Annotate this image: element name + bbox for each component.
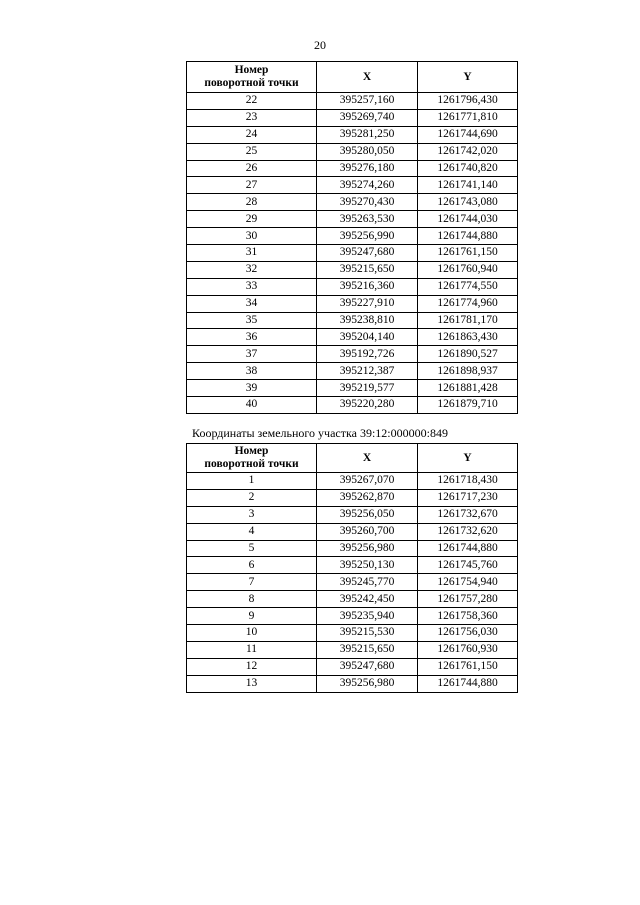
cell-x: 395227,910 <box>317 295 418 312</box>
page-number: 20 <box>314 38 326 52</box>
cell-point-number: 32 <box>187 261 317 278</box>
cell-point-number: 40 <box>187 397 317 414</box>
cell-y: 1261732,670 <box>418 506 518 523</box>
cell-point-number: 11 <box>187 641 317 658</box>
table-row <box>187 160 518 177</box>
cell-point-number: 38 <box>187 363 317 380</box>
table-row <box>187 329 518 346</box>
cell-y: 1261744,030 <box>418 211 518 228</box>
table-row <box>187 625 518 642</box>
cell-x: 395274,260 <box>317 177 418 194</box>
table-row <box>187 363 518 380</box>
cell-y: 1261761,150 <box>418 658 518 675</box>
cell-x: 395280,050 <box>317 143 418 160</box>
cell-point-number: 12 <box>187 658 317 675</box>
cell-x: 395235,940 <box>317 608 418 625</box>
cell-y: 1261760,940 <box>418 261 518 278</box>
cell-x: 395256,990 <box>317 228 418 245</box>
header-x: X <box>317 62 418 93</box>
cell-y: 1261742,020 <box>418 143 518 160</box>
cell-point-number: 7 <box>187 574 317 591</box>
cell-point-number: 35 <box>187 312 317 329</box>
cell-y: 1261774,550 <box>418 278 518 295</box>
cell-point-number: 4 <box>187 523 317 540</box>
table-row <box>187 228 518 245</box>
cell-point-number: 23 <box>187 109 317 126</box>
cell-point-number: 2 <box>187 489 317 506</box>
table-row <box>187 506 518 523</box>
header-point-number: Номер поворотной точки <box>187 444 317 473</box>
table-row <box>187 346 518 363</box>
cell-point-number: 8 <box>187 591 317 608</box>
table-row <box>187 295 518 312</box>
cell-x: 395219,577 <box>317 380 418 397</box>
cell-x: 395204,140 <box>317 329 418 346</box>
cell-point-number: 25 <box>187 143 317 160</box>
cell-y: 1261743,080 <box>418 194 518 211</box>
cell-y: 1261744,690 <box>418 126 518 143</box>
cell-point-number: 36 <box>187 329 317 346</box>
cell-x: 395242,450 <box>317 591 418 608</box>
table-row <box>187 177 518 194</box>
cell-y: 1261718,430 <box>418 473 518 490</box>
cell-y: 1261717,230 <box>418 489 518 506</box>
cell-x: 395192,726 <box>317 346 418 363</box>
cell-point-number: 3 <box>187 506 317 523</box>
cell-point-number: 33 <box>187 278 317 295</box>
cell-point-number: 1 <box>187 473 317 490</box>
table-header-row <box>187 62 518 93</box>
cell-x: 395267,070 <box>317 473 418 490</box>
cell-x: 395256,980 <box>317 675 418 692</box>
table-row <box>187 380 518 397</box>
cell-point-number: 34 <box>187 295 317 312</box>
table-row <box>187 675 518 692</box>
table-row <box>187 574 518 591</box>
cell-y: 1261898,937 <box>418 363 518 380</box>
cell-x: 395220,280 <box>317 397 418 414</box>
coordinates-table-2 <box>186 443 518 693</box>
cell-point-number: 27 <box>187 177 317 194</box>
table-row <box>187 194 518 211</box>
table-row <box>187 540 518 557</box>
table-row <box>187 489 518 506</box>
table-row <box>187 143 518 160</box>
table-row <box>187 658 518 675</box>
cell-x: 395216,360 <box>317 278 418 295</box>
cell-y: 1261757,280 <box>418 591 518 608</box>
cell-y: 1261881,428 <box>418 380 518 397</box>
table-row <box>187 261 518 278</box>
cell-y: 1261744,880 <box>418 675 518 692</box>
cell-point-number: 37 <box>187 346 317 363</box>
cell-x: 395215,650 <box>317 641 418 658</box>
cell-y: 1261741,140 <box>418 177 518 194</box>
cell-x: 395212,387 <box>317 363 418 380</box>
table-header-row <box>187 444 518 473</box>
table-row <box>187 245 518 262</box>
cell-y: 1261760,930 <box>418 641 518 658</box>
cell-y: 1261758,360 <box>418 608 518 625</box>
cell-x: 395257,160 <box>317 93 418 110</box>
table-row <box>187 126 518 143</box>
cell-y: 1261781,170 <box>418 312 518 329</box>
cell-x: 395250,130 <box>317 557 418 574</box>
cell-y: 1261890,527 <box>418 346 518 363</box>
table-row <box>187 557 518 574</box>
cell-point-number: 24 <box>187 126 317 143</box>
table-row <box>187 278 518 295</box>
cell-x: 395263,530 <box>317 211 418 228</box>
header-y: Y <box>418 444 518 473</box>
cell-y: 1261744,880 <box>418 540 518 557</box>
cell-y: 1261744,880 <box>418 228 518 245</box>
cell-point-number: 28 <box>187 194 317 211</box>
cell-y: 1261774,960 <box>418 295 518 312</box>
cell-x: 395256,980 <box>317 540 418 557</box>
coordinates-table-1 <box>186 61 518 414</box>
cell-x: 395245,770 <box>317 574 418 591</box>
table-row <box>187 312 518 329</box>
cell-y: 1261756,030 <box>418 625 518 642</box>
cell-point-number: 5 <box>187 540 317 557</box>
table-row <box>187 109 518 126</box>
cell-y: 1261754,940 <box>418 574 518 591</box>
header-y: Y <box>418 62 518 93</box>
cell-point-number: 6 <box>187 557 317 574</box>
cell-point-number: 31 <box>187 245 317 262</box>
table-row <box>187 397 518 414</box>
header-point-number: Номер поворотной точки <box>187 62 317 93</box>
cell-x: 395256,050 <box>317 506 418 523</box>
cell-point-number: 13 <box>187 675 317 692</box>
table-row <box>187 591 518 608</box>
table-row <box>187 608 518 625</box>
cell-x: 395276,180 <box>317 160 418 177</box>
cell-y: 1261771,810 <box>418 109 518 126</box>
cell-y: 1261761,150 <box>418 245 518 262</box>
table-row <box>187 523 518 540</box>
cell-x: 395270,430 <box>317 194 418 211</box>
cell-y: 1261745,760 <box>418 557 518 574</box>
cell-point-number: 39 <box>187 380 317 397</box>
cell-y: 1261796,430 <box>418 93 518 110</box>
cell-x: 395215,530 <box>317 625 418 642</box>
cell-x: 395247,680 <box>317 658 418 675</box>
cell-point-number: 29 <box>187 211 317 228</box>
cell-y: 1261740,820 <box>418 160 518 177</box>
cell-point-number: 22 <box>187 93 317 110</box>
cell-point-number: 30 <box>187 228 317 245</box>
table-row <box>187 93 518 110</box>
cell-x: 395269,740 <box>317 109 418 126</box>
cell-point-number: 10 <box>187 625 317 642</box>
cell-y: 1261732,620 <box>418 523 518 540</box>
cell-y: 1261863,430 <box>418 329 518 346</box>
header-x: X <box>317 444 418 473</box>
cell-x: 395260,700 <box>317 523 418 540</box>
table-row <box>187 641 518 658</box>
cell-x: 395262,870 <box>317 489 418 506</box>
cell-x: 395247,680 <box>317 245 418 262</box>
cell-x: 395215,650 <box>317 261 418 278</box>
cell-point-number: 26 <box>187 160 317 177</box>
table-row <box>187 211 518 228</box>
table-2-caption: Координаты земельного участка 39:12:000000:849 <box>192 426 448 440</box>
table-row <box>187 473 518 490</box>
cell-point-number: 9 <box>187 608 317 625</box>
cell-y: 1261879,710 <box>418 397 518 414</box>
cell-x: 395281,250 <box>317 126 418 143</box>
cell-x: 395238,810 <box>317 312 418 329</box>
